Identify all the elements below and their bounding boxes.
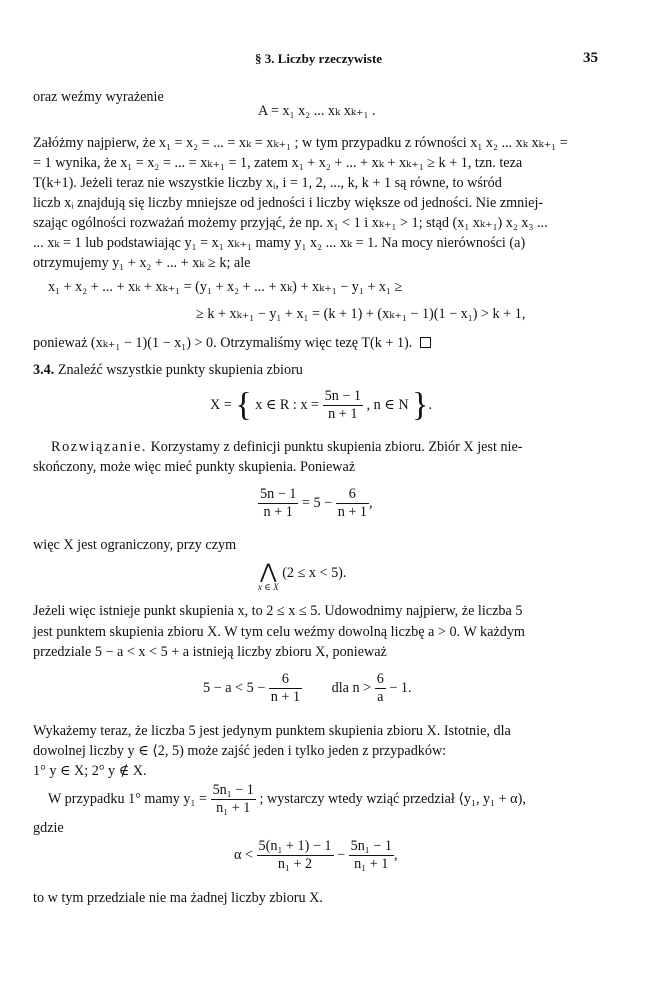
proof-end-text: ponieważ (xₖ₊₁ − 1)(1 − x₁) > 0. Otrzymaliśmy więc tezę T(k + 1).: [33, 335, 413, 351]
qed-square-icon: [420, 337, 431, 348]
forall-operator: [258, 562, 279, 592]
cases-line: 1° y ∈ X; 2° y ∉ X.: [33, 763, 147, 779]
right-brace-icon: }: [412, 386, 429, 424]
solution-line: Wykażemy teraz, że liczba 5 jest jedynym punktem skupienia zbioru X. Istotnie, dla: [33, 723, 511, 739]
fraction-denominator: n + 1: [263, 504, 293, 520]
solution-line: [51, 439, 523, 456]
fraction-denominator: n + 1: [328, 406, 358, 422]
y1-fraction: [211, 782, 256, 817]
problem-text: Znaleźć wszystkie punkty skupienia zbioru: [57, 362, 303, 378]
eq2-end: − 1.: [389, 679, 412, 696]
set-definition: [210, 388, 432, 423]
set-fraction: [323, 388, 363, 423]
proof-line: T(k+1). Jeżeli teraz nie wszystkie liczby xᵢ, i = 1, 2, ..., k, k + 1 są równe, to wśród: [33, 175, 502, 191]
proof-intro: oraz weźmy wyrażenie: [33, 89, 164, 105]
running-header: § 3. Liczby rzeczywiste: [255, 51, 383, 66]
fraction-denominator: n₁ + 1: [216, 800, 251, 816]
display-inequality-2: ≥ k + xₖ₊₁ − y₁ + x₁ = (k + 1) + (xₖ₊₁ − 1)(1 − x₁) > k + 1,: [196, 306, 526, 322]
case-one-rest: ; wystarczy wtedy wziąć przedział ⟨y₁, y₁ + α),: [259, 790, 526, 807]
eq2-mid: dla n >: [331, 679, 372, 696]
set-condition-right: , n ∈ N: [366, 396, 409, 413]
set-end: .: [428, 396, 432, 413]
problem-number: 3.4.: [33, 362, 55, 378]
page-number: 35: [583, 50, 598, 66]
case-one-text: W przypadku 1° mamy y₁ =: [48, 790, 208, 807]
solution-line: przedziale 5 − a < x < 5 + a istnieją liczby zbioru X, ponieważ: [33, 644, 387, 660]
solution-line: Jeżeli więc istnieje punkt skupienia x, to 2 ≤ x ≤ 5. Udowodnimy najpierw, że liczba 5: [33, 603, 523, 619]
eq2-fraction: [269, 671, 302, 706]
eq1-fraction-2: [336, 486, 369, 521]
set-lhs: X =: [210, 396, 232, 413]
eq1-end: ,: [368, 494, 373, 511]
equation-1: [258, 486, 373, 521]
expression-a: A = x₁ x₂ ... xₖ xₖ₊₁ .: [258, 103, 376, 119]
fraction-numerator: 5n − 1: [324, 388, 361, 404]
gdzie-label: gdzie: [33, 820, 64, 836]
fraction-denominator: n₁ + 2: [277, 856, 313, 872]
display-inequality-1: x₁ + x₂ + ... + xₖ + xₖ₊₁ = (y₁ + x₂ + ... + xₖ) + xₖ₊₁ − y₁ + x₁ ≥: [48, 279, 403, 295]
left-brace-icon: {: [235, 386, 252, 424]
proof-line: Załóżmy najpierw, że x₁ = x₂ = ... = xₖ = xₖ₊₁ ; w tym przypadku z równości x₁ x₂ ... xₖ xₖ₊₁ =: [33, 135, 568, 151]
proof-line: otrzymujemy y₁ + x₂ + ... + xₖ ≥ k; ale: [33, 255, 251, 271]
eq3-mid: −: [337, 846, 346, 863]
forall-expression: [258, 562, 346, 592]
case-one-line: [48, 782, 526, 817]
problem-statement: [33, 362, 303, 379]
solution-label: Rozwiązanie.: [51, 439, 148, 455]
solution-line: więc X jest ograniczony, przy czym: [33, 537, 237, 553]
eq2-left: 5 − a < 5 −: [203, 679, 266, 696]
fraction-numerator: 5n₁ − 1: [212, 782, 254, 798]
solution-text: Korzystamy z definicji punktu skupienia zbioru. Zbiór X jest nie-: [150, 439, 523, 455]
equation-3: [234, 838, 397, 873]
eq1-fraction: [258, 486, 298, 521]
eq2-fraction-2: [375, 671, 386, 706]
fraction-denominator: n₁ + 1: [354, 856, 389, 872]
fraction-numerator: 6: [376, 671, 384, 687]
eq3-left: α <: [234, 846, 253, 863]
eq3-fraction: [257, 838, 334, 873]
solution-line: jest punktem skupienia zbioru X. W tym celu weźmy dowolną liczbę a > 0. W każdym: [33, 624, 525, 640]
forall-subscript: x ∈ X: [258, 582, 279, 592]
eq1-mid: = 5 −: [301, 494, 333, 511]
fraction-numerator: 5n₁ − 1: [350, 838, 392, 854]
set-condition-left: x ∈ R : x =: [255, 396, 320, 413]
eq3-fraction-2: [349, 838, 394, 873]
proof-line: ... xₖ = 1 lub podstawiając y₁ = x₁ xₖ₊₁ mamy y₁ x₂ ... xₖ = 1. Na mocy nierówności (a): [33, 235, 526, 251]
proof-line: = 1 wynika, że x₁ = x₂ = ... = xₖ₊₁ = 1, zatem x₁ + x₂ + ... + xₖ + xₖ₊₁ ≥ k + 1, tzn. teza: [33, 155, 523, 171]
forall-body: (2 ≤ x < 5).: [282, 565, 347, 581]
fraction-denominator: n + 1: [270, 689, 301, 705]
forall-icon: ⋀: [260, 561, 277, 583]
fraction-numerator: 6: [336, 486, 369, 504]
fraction-numerator: 6: [269, 671, 302, 689]
solution-line: dowolnej liczby y ∈ ⟨2, 5) może zajść jeden i tylko jeden z przypadków:: [33, 743, 447, 759]
fraction-numerator: 5(n₁ + 1) − 1: [258, 838, 332, 854]
proof-line: szając ogólności rozważań możemy przyjąć, że np. x₁ < 1 i xₖ₊₁ > 1; stąd (x₁ xₖ₊₁) x₂ x₃ ...: [33, 215, 548, 231]
fraction-numerator: 5n − 1: [260, 486, 297, 502]
proof-conclusion: [33, 335, 431, 352]
proof-line: liczb xᵢ znajdują się liczby mniejsze od jedności i liczby większe od jedności. Nie zmniej-: [33, 195, 544, 211]
solution-line: skończony, może więc mieć punkty skupienia. Ponieważ: [33, 459, 356, 475]
solution-line: to w tym przedziale nie ma żadnej liczby zbioru X.: [33, 890, 323, 906]
equation-2: [203, 671, 412, 706]
eq3-end: ,: [393, 846, 398, 863]
fraction-denominator: n + 1: [337, 504, 367, 520]
fraction-denominator: a: [377, 689, 384, 705]
